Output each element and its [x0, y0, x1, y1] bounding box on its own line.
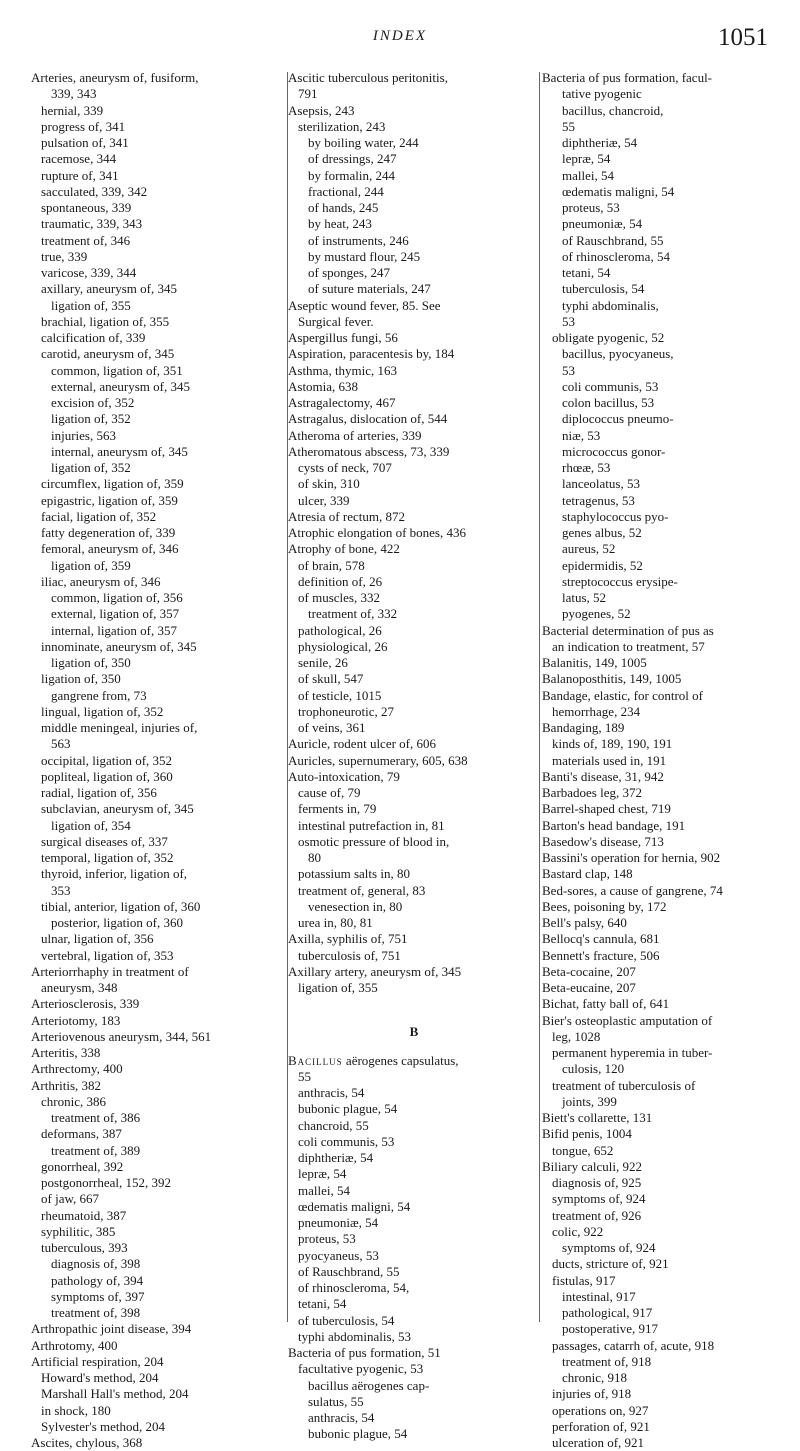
- index-entry: epidermidis, 52: [562, 557, 643, 573]
- index-entry: Beta-eucaine, 207: [542, 980, 636, 995]
- index-entry: sterilization, 243: [298, 118, 386, 134]
- index-entry: Ascites, chylous, 368: [31, 1435, 143, 1450]
- index-entry: proteus, 53: [562, 200, 620, 215]
- index-entry: Surgical fever.: [298, 313, 374, 329]
- index-entry: lepræ, 54: [298, 1166, 347, 1182]
- index-entry: chronic, 386: [41, 1093, 106, 1109]
- index-entry: coli communis, 53: [562, 378, 659, 394]
- index-entry: Aspiration, paracentesis by, 184: [288, 346, 455, 362]
- index-entry: genes albus, 52: [562, 525, 642, 540]
- index-entry: surgical diseases of, 337: [41, 833, 168, 849]
- index-entry: 55: [298, 1068, 311, 1084]
- index-entry: Ascitic tuberculous peritonitis,: [288, 70, 448, 85]
- index-entry: rupture of, 341: [41, 167, 119, 183]
- index-entry: urea in, 80, 81: [298, 915, 373, 930]
- index-entry: Atrophic elongation of bones, 436: [288, 525, 466, 540]
- index-entry: diagnosis of, 398: [51, 1256, 141, 1272]
- index-entry: rheumatoid, 387: [41, 1207, 127, 1223]
- index-entry: Atheroma of arteries, 339: [288, 427, 422, 443]
- index-column-1: [31, 70, 283, 1451]
- index-entry: Sylvester's method, 204: [41, 1418, 166, 1434]
- index-entry: treatment of, 926: [552, 1207, 642, 1223]
- index-entry: anthracis, 54: [298, 1085, 365, 1100]
- index-entry: spontaneous, 339: [41, 200, 132, 215]
- index-entry: Arthropathic joint disease, 394: [31, 1321, 192, 1337]
- index-entry: by mustard flour, 245: [308, 248, 421, 264]
- index-entry: by heat, 243: [308, 216, 372, 232]
- index-entry: circumflex, ligation of, 359: [41, 476, 184, 492]
- index-entry: treatment of, 918: [562, 1353, 652, 1369]
- index-entry: definition of, 26: [298, 573, 383, 589]
- index-entry: Bell's palsy, 640: [542, 915, 627, 930]
- index-entry: bacillus, pyocyaneus,: [562, 346, 674, 362]
- index-entry: tibial, anterior, ligation of, 360: [41, 898, 201, 914]
- index-entry: Atrophy of bone, 422: [288, 541, 400, 557]
- index-entry: Biliary calculi, 922: [542, 1158, 643, 1174]
- index-entry: leg, 1028: [552, 1028, 601, 1044]
- index-entry: perforation of, 921: [552, 1418, 650, 1434]
- index-entry: Bellocq's cannula, 681: [542, 931, 660, 947]
- index-entry: racemose, 344: [41, 151, 117, 167]
- index-entry: traumatic, 339, 343: [41, 216, 143, 232]
- index-entry: Arteritis, 338: [31, 1045, 101, 1060]
- index-entry: Balanitis, 149, 1005: [542, 655, 647, 670]
- index-entry: Marshall Hall's method, 204: [41, 1386, 189, 1402]
- index-entry: diphtheriæ, 54: [298, 1150, 374, 1165]
- index-entry: treatment of, 346: [41, 232, 131, 248]
- index-entry: streptococcus erysipe-: [562, 573, 678, 589]
- index-entry: common, ligation of, 356: [51, 590, 183, 605]
- index-entry: Bastard clap, 148: [542, 866, 633, 882]
- index-entry: carotid, aneurysm of, 345: [41, 346, 175, 362]
- index-entry: obligate pyogenic, 52: [552, 330, 665, 345]
- index-entry: Barrel-shaped chest, 719: [542, 801, 671, 817]
- index-entry: 563: [51, 736, 71, 752]
- index-entry: 353: [51, 882, 71, 898]
- index-column-2-top: [288, 70, 540, 996]
- index-entry: Axillary artery, aneurysm of, 345: [288, 963, 462, 979]
- index-entry: permanent hyperemia in tuber-: [552, 1045, 713, 1060]
- index-entry: of skin, 310: [298, 476, 360, 492]
- index-entry: Arthritis, 382: [31, 1077, 102, 1093]
- index-entry: Basedow's disease, 713: [542, 833, 664, 849]
- index-entry: thyroid, inferior, ligation of,: [41, 866, 188, 882]
- index-entry: Arteriosclerosis, 339: [31, 996, 140, 1012]
- index-entry: Bandaging, 189: [542, 720, 625, 735]
- index-entry: 791: [298, 86, 318, 102]
- index-entry: innominate, aneurysm of, 345: [41, 638, 197, 654]
- index-entry: Atheromatous abscess, 73, 339: [288, 443, 450, 459]
- index-entry: niæ, 53: [562, 427, 601, 443]
- index-entry: passages, catarrh of, acute, 918: [552, 1337, 715, 1353]
- index-entry: in shock, 180: [41, 1402, 111, 1418]
- index-entry: of Rauschbrand, 55: [562, 232, 664, 248]
- index-entry: potassium salts in, 80: [298, 866, 410, 882]
- index-entry: Barbadoes leg, 372: [542, 785, 643, 800]
- index-entry: Bichat, fatty ball of, 641: [542, 996, 670, 1012]
- index-entry: tative pyogenic: [562, 86, 642, 102]
- index-entry: of jaw, 667: [41, 1191, 100, 1207]
- index-entry: diphtheriæ, 54: [562, 135, 638, 150]
- index-entry: of muscles, 332: [298, 590, 380, 605]
- index-entry: iliac, aneurysm of, 346: [41, 573, 161, 589]
- index-entry: ligation of, 352: [51, 411, 131, 427]
- index-entry: Arthrectomy, 400: [31, 1061, 123, 1077]
- index-entry: trophoneurotic, 27: [298, 703, 395, 719]
- index-entry: of sponges, 247: [308, 265, 390, 280]
- index-entry: varicose, 339, 344: [41, 265, 137, 280]
- index-entry: internal, ligation of, 357: [51, 622, 178, 638]
- index-entry: pneumoniæ, 54: [298, 1215, 379, 1230]
- index-entry: tetani, 54: [298, 1296, 347, 1312]
- page-number: 1051: [718, 24, 768, 51]
- index-entry: true, 339: [41, 248, 88, 264]
- index-entry: injuries of, 918: [552, 1386, 632, 1402]
- index-entry: vertebral, ligation of, 353: [41, 947, 174, 963]
- index-entry: ulnar, ligation of, 356: [41, 931, 154, 947]
- index-entry: fatty degeneration of, 339: [41, 525, 176, 540]
- index-entry: Bandage, elastic, for control of: [542, 687, 703, 703]
- index-entry: tongue, 652: [552, 1142, 614, 1158]
- index-entry: Arteriorrhaphy in treatment of: [31, 963, 189, 979]
- index-entry: osmotic pressure of blood in,: [298, 833, 450, 849]
- index-entry: ligation of, 359: [51, 557, 131, 573]
- index-entry: deformans, 387: [41, 1126, 122, 1142]
- index-entry: coli communis, 53: [298, 1133, 395, 1149]
- index-entry: brachial, ligation of, 355: [41, 313, 170, 329]
- index-entry: tuberculosis of, 751: [298, 947, 401, 963]
- index-entry: physiological, 26: [298, 638, 388, 654]
- index-entry: Auricles, supernumerary, 605, 638: [288, 752, 468, 768]
- index-entry: sacculated, 339, 342: [41, 183, 148, 199]
- index-entry: tetragenus, 53: [562, 492, 635, 508]
- index-entry: treatment of, general, 83: [298, 882, 426, 898]
- index-entry: occipital, ligation of, 352: [41, 752, 173, 768]
- index-entry: Barton's head bandage, 191: [542, 817, 686, 833]
- index-entry: postgonorrheal, 152, 392: [41, 1175, 171, 1190]
- index-entry: Artificial respiration, 204: [31, 1353, 164, 1369]
- index-entry: ligation of, 350: [51, 655, 131, 670]
- index-entry: Bacteria of pus formation, facul-: [542, 70, 713, 85]
- index-entry: colic, 922: [552, 1223, 604, 1239]
- index-entry: proteus, 53: [298, 1231, 356, 1247]
- index-entry: operations on, 927: [552, 1402, 649, 1418]
- index-entry: Asepsis, 243: [288, 102, 355, 118]
- index-entry: Bifid penis, 1004: [542, 1126, 632, 1142]
- index-entry: treatment of, 398: [51, 1305, 141, 1320]
- index-entry: Asthma, thymic, 163: [288, 362, 398, 378]
- index-entry: of dressings, 247: [308, 151, 397, 167]
- index-entry: axillary, aneurysm of, 345: [41, 281, 177, 297]
- index-entry: typhi abdominalis, 53: [298, 1328, 412, 1344]
- index-entry: treatment of, 386: [51, 1110, 141, 1125]
- index-entry: bubonic plague, 54: [298, 1101, 398, 1117]
- index-entry: Bacterial determination of pus as: [542, 622, 714, 638]
- index-entry: intestinal, 917: [562, 1288, 636, 1304]
- index-entry: 55: [562, 118, 575, 134]
- index-entry: fractional, 244: [308, 183, 384, 199]
- index-entry: radial, ligation of, 356: [41, 785, 157, 800]
- index-entry: ligation of, 355: [298, 980, 378, 995]
- index-entry: of instruments, 246: [308, 232, 409, 248]
- index-entry: 53: [562, 313, 575, 329]
- index-entry: an indication to treatment, 57: [552, 638, 705, 654]
- index-entry: joints, 399: [562, 1093, 617, 1109]
- index-entry: hernial, 339: [41, 102, 104, 118]
- index-entry: of Rauschbrand, 55: [298, 1263, 400, 1279]
- index-entry: posterior, ligation of, 360: [51, 915, 183, 930]
- index-entry: lepræ, 54: [562, 151, 611, 167]
- index-entry: tuberculous, 393: [41, 1240, 128, 1255]
- index-entry: hemorrhage, 234: [552, 703, 641, 719]
- index-entry: internal, aneurysm of, 345: [51, 443, 188, 459]
- index-entry: pathological, 26: [298, 622, 382, 638]
- index-entry: ulceration of, 921: [552, 1435, 645, 1450]
- index-entry: 53: [562, 362, 575, 378]
- index-entry: progress of, 341: [41, 118, 126, 134]
- index-entry: external, ligation of, 357: [51, 606, 180, 622]
- index-entry: Bennett's fracture, 506: [542, 947, 660, 963]
- index-entry: of testicle, 1015: [298, 687, 382, 703]
- index-entry: Howard's method, 204: [41, 1370, 159, 1385]
- index-entry: œdematis maligni, 54: [298, 1198, 411, 1214]
- index-entry: anthracis, 54: [308, 1410, 375, 1425]
- index-entry: cysts of neck, 707: [298, 460, 392, 475]
- index-entry: diplococcus pneumo-: [562, 411, 674, 427]
- index-entry: Arthrotomy, 400: [31, 1337, 118, 1353]
- index-entry: intestinal putrefaction in, 81: [298, 817, 445, 833]
- index-entry: by formalin, 244: [308, 167, 396, 183]
- index-entry: cause of, 79: [298, 785, 361, 800]
- index-entry: culosis, 120: [562, 1061, 625, 1077]
- index-entry: of veins, 361: [298, 720, 366, 735]
- index-entry: lingual, ligation of, 352: [41, 703, 164, 719]
- running-title: INDEX: [372, 28, 428, 44]
- index-entry: of hands, 245: [308, 200, 379, 215]
- index-entry: Bier's osteoplastic amputation of: [542, 1012, 713, 1028]
- index-entry: treatment of tuberculosis of: [552, 1077, 696, 1093]
- index-entry: Axilla, syphilis of, 751: [288, 931, 408, 947]
- index-entry: Auricle, rodent ulcer of, 606: [288, 736, 437, 752]
- index-entry: Auto-intoxication, 79: [288, 768, 400, 784]
- index-entry: symptoms of, 924: [552, 1191, 646, 1207]
- index-entry: of skull, 547: [298, 671, 364, 687]
- index-entry: Bacteria of pus formation, 51: [288, 1345, 441, 1360]
- index-entry: ferments in, 79: [298, 801, 377, 817]
- index-column-2-bottom: [288, 1069, 540, 1443]
- index-entry: pathology of, 394: [51, 1272, 144, 1288]
- index-entry: senile, 26: [298, 655, 348, 670]
- index-entry: kinds of, 189, 190, 191: [552, 736, 673, 752]
- index-entry: postoperative, 917: [562, 1321, 659, 1337]
- index-entry: injuries, 563: [51, 427, 116, 443]
- index-entry: of rhinoscleroma, 54: [562, 248, 670, 264]
- index-entry: Astragalus, dislocation of, 544: [288, 411, 448, 427]
- index-entry-rest: aërogenes capsulatus,: [342, 1052, 459, 1068]
- running-head: [0, 24, 800, 64]
- index-entry: Astragalectomy, 467: [288, 395, 396, 410]
- index-entry: of brain, 578: [298, 557, 365, 573]
- index-column-2: [288, 70, 540, 1443]
- index-entry: ligation of, 354: [51, 817, 131, 833]
- index-entry: Arteriotomy, 183: [31, 1012, 121, 1028]
- index-entry: colon bacillus, 53: [562, 395, 655, 410]
- index-entry: ducts, stricture of, 921: [552, 1256, 669, 1272]
- index-entry: of tuberculosis, 54: [298, 1312, 395, 1328]
- index-entry: pyogenes, 52: [562, 606, 631, 622]
- index-entry: Arteries, aneurysm of, fusiform,: [31, 70, 199, 85]
- index-entry: typhi abdominalis,: [562, 297, 659, 313]
- index-entry: 339, 343: [51, 86, 97, 102]
- index-entry: fistulas, 917: [552, 1272, 616, 1288]
- index-entry: ligation of, 352: [51, 460, 131, 475]
- section-letter-b: B: [409, 1024, 419, 1040]
- index-entry: ligation of, 355: [51, 297, 131, 313]
- index-entry: gangrene from, 73: [51, 687, 147, 703]
- index-entry: tuberculosis, 54: [562, 281, 645, 297]
- index-entry: excision of, 352: [51, 395, 135, 410]
- index-entry: middle meningeal, injuries of,: [41, 720, 198, 735]
- index-entry: Banti's disease, 31, 942: [542, 768, 664, 784]
- index-entry: venesection in, 80: [308, 898, 403, 914]
- index-entry: latus, 52: [562, 590, 607, 605]
- index-entry: epigastric, ligation of, 359: [41, 492, 178, 508]
- index-entry: Aseptic wound fever, 85. See: [288, 297, 441, 313]
- index-entry: symptoms of, 397: [51, 1288, 145, 1304]
- index-entry: rhœæ, 53: [562, 460, 611, 475]
- index-entry: bacillus aërogenes cap-: [308, 1377, 430, 1393]
- index-entry: mallei, 54: [562, 167, 614, 183]
- index-entry: lanceolatus, 53: [562, 476, 640, 492]
- index-entry: popliteal, ligation of, 360: [41, 768, 173, 784]
- index-entry: bacillus, chancroid,: [562, 102, 664, 118]
- index-entry: pyocyaneus, 53: [298, 1247, 379, 1263]
- index-entry: Atresia of rectum, 872: [288, 508, 405, 524]
- index-entry: bubonic plague, 54: [308, 1426, 408, 1442]
- index-entry: Beta-cocaine, 207: [542, 963, 636, 979]
- index-entry: ulcer, 339: [298, 492, 350, 508]
- index-entry: staphylococcus pyo-: [562, 508, 669, 524]
- index-entry: syphilitic, 385: [41, 1223, 116, 1239]
- index-entry: micrococcus gonor-: [562, 443, 666, 459]
- index-entry: treatment of, 332: [308, 606, 398, 622]
- index-entry: treatment of, 389: [51, 1142, 141, 1158]
- index-entry: aneurysm, 348: [41, 980, 118, 995]
- index-entry: calcification of, 339: [41, 330, 146, 345]
- index-entry: by boiling water, 244: [308, 135, 419, 150]
- index-entry: mallei, 54: [298, 1182, 350, 1198]
- index-entry: of suture materials, 247: [308, 281, 431, 297]
- index-entry: Bed-sores, a cause of gangrene, 74: [542, 882, 723, 898]
- index-entry: temporal, ligation of, 352: [41, 850, 174, 865]
- index-entry: femoral, aneurysm of, 346: [41, 541, 179, 557]
- index-entry: materials used in, 191: [552, 752, 667, 768]
- index-entry: ligation of, 350: [41, 671, 121, 687]
- index-entry: pneumoniæ, 54: [562, 216, 643, 232]
- index-entry: Bassini's operation for hernia, 902: [542, 850, 721, 865]
- index-entry: of rhinoscleroma, 54,: [298, 1280, 410, 1295]
- index-entry: [288, 1053, 540, 1069]
- index-entry-head: Bacillus: [288, 1052, 343, 1068]
- index-entry: Astomia, 638: [288, 378, 359, 394]
- index-entry: tetani, 54: [562, 265, 611, 280]
- index-entry: sulatus, 55: [308, 1393, 364, 1409]
- index-entry: Arteriovenous aneurysm, 344, 561: [31, 1028, 212, 1044]
- index-entry: Bees, poisoning by, 172: [542, 898, 667, 914]
- index-entry: œdematis maligni, 54: [562, 183, 675, 199]
- index-entry: pathological, 917: [562, 1305, 653, 1320]
- index-entry: subclavian, aneurysm of, 345: [41, 801, 194, 817]
- index-entry: chronic, 918: [562, 1370, 627, 1385]
- index-entry: Aspergillus fungi, 56: [288, 330, 398, 345]
- index-entry: gonorrheal, 392: [41, 1158, 124, 1174]
- index-entry: facultative pyogenic, 53: [298, 1361, 424, 1377]
- index-entry: symptoms of, 924: [562, 1240, 656, 1255]
- index-entry: Biett's collarette, 131: [542, 1110, 653, 1125]
- index-entry: pulsation of, 341: [41, 135, 129, 150]
- index-entry: diagnosis of, 925: [552, 1175, 642, 1190]
- index-entry: aureus, 52: [562, 541, 616, 557]
- index-column-3: [542, 70, 788, 1451]
- index-entry: 80: [308, 850, 321, 865]
- index-entry: Balanoposthitis, 149, 1005: [542, 671, 682, 687]
- index-entry: chancroid, 55: [298, 1117, 369, 1133]
- index-entry: external, aneurysm of, 345: [51, 378, 190, 394]
- index-entry: facial, ligation of, 352: [41, 508, 157, 524]
- index-entry: common, ligation of, 351: [51, 362, 183, 378]
